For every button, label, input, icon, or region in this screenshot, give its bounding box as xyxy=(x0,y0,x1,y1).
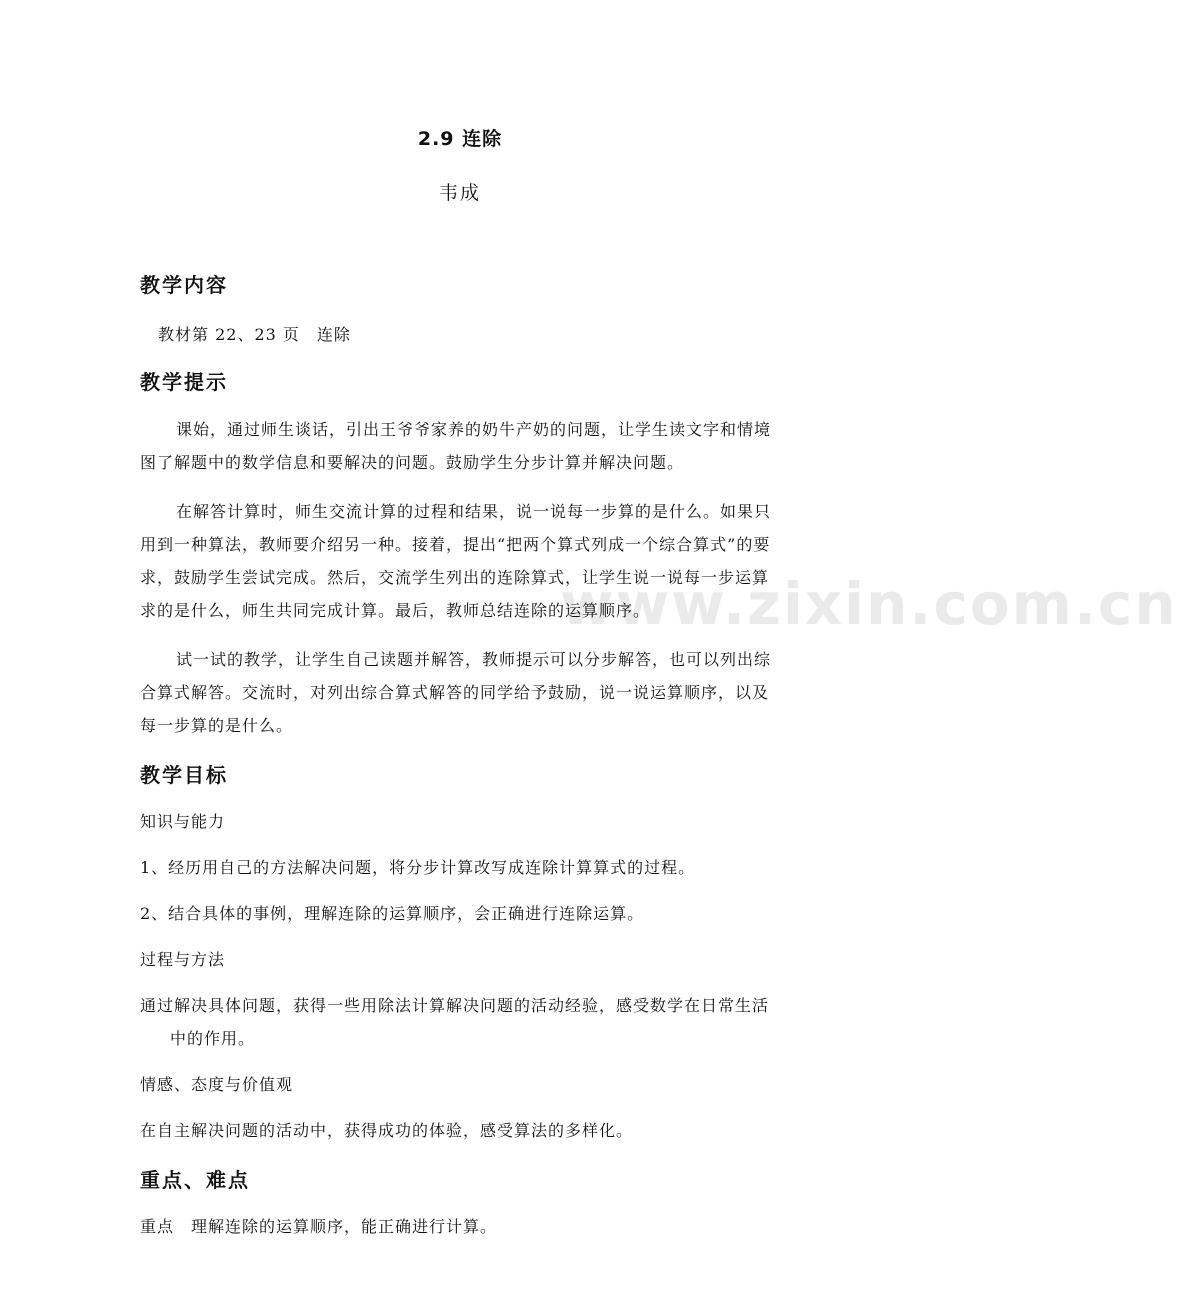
content-reference: 教材第 22、23 页 连除 xyxy=(158,325,351,344)
goals-knowledge-item: 2、结合具体的事例，理解连除的运算顺序，会正确进行连除运算。 xyxy=(140,904,645,923)
key-points-text: 重点 理解连除的运算顺序，能正确进行计算。 xyxy=(140,1217,498,1236)
section-heading-key-points: 重点、难点 xyxy=(140,1168,250,1192)
hints-paragraph: 在解答计算时，师生交流计算的过程和结果，说一说每一步算的是什么。如果只用到一种算法，教师要介绍另一种。接着，提出“把两个算式列成一个综合算式”的要求，鼓励学生尝试完成。然后，交流学生列出的连除算式，让学生说一说每一步运算求的是什么，师生共同完成计算。最后，教师总结连除的运算顺序。 xyxy=(140,502,772,620)
goals-knowledge-label: 知识与能力 xyxy=(140,812,226,831)
section-heading-hints: 教学提示 xyxy=(140,370,228,394)
goals-emotion-text: 在自主解决问题的活动中，获得成功的体验，感受算法的多样化。 xyxy=(140,1121,634,1140)
watermark: www.zixin.com.cn xyxy=(560,570,1178,638)
goals-process-text: 通过解决具体问题，获得一些用除法计算解决问题的活动经验，感受数学在日常生活中的作用。 xyxy=(140,996,770,1048)
hints-paragraph: 课始，通过师生谈话，引出王爷爷家养的奶牛产奶的问题，让学生读文字和情境图了解题中的数学信息和要解决的问题。鼓励学生分步计算并解决问题。 xyxy=(140,420,772,472)
document-body xyxy=(140,268,785,1243)
goals-knowledge-item: 1、经历用自己的方法解决问题，将分步计算改写成连除计算算式的过程。 xyxy=(140,858,696,877)
section-heading-content: 教学内容 xyxy=(140,273,228,297)
goals-emotion-label: 情感、态度与价值观 xyxy=(140,1075,294,1094)
document-author: 韦成 xyxy=(438,182,481,204)
goals-process-label: 过程与方法 xyxy=(140,950,226,969)
section-heading-goals: 教学目标 xyxy=(140,763,228,787)
document-title: 2.9 连除 xyxy=(417,128,503,150)
hints-paragraph: 试一试的教学，让学生自己读题并解答，教师提示可以分步解答，也可以列出综合算式解答。交流时，对列出综合算式解答的同学给予鼓励，说一说运算顺序，以及每一步算的是什么。 xyxy=(140,650,772,735)
